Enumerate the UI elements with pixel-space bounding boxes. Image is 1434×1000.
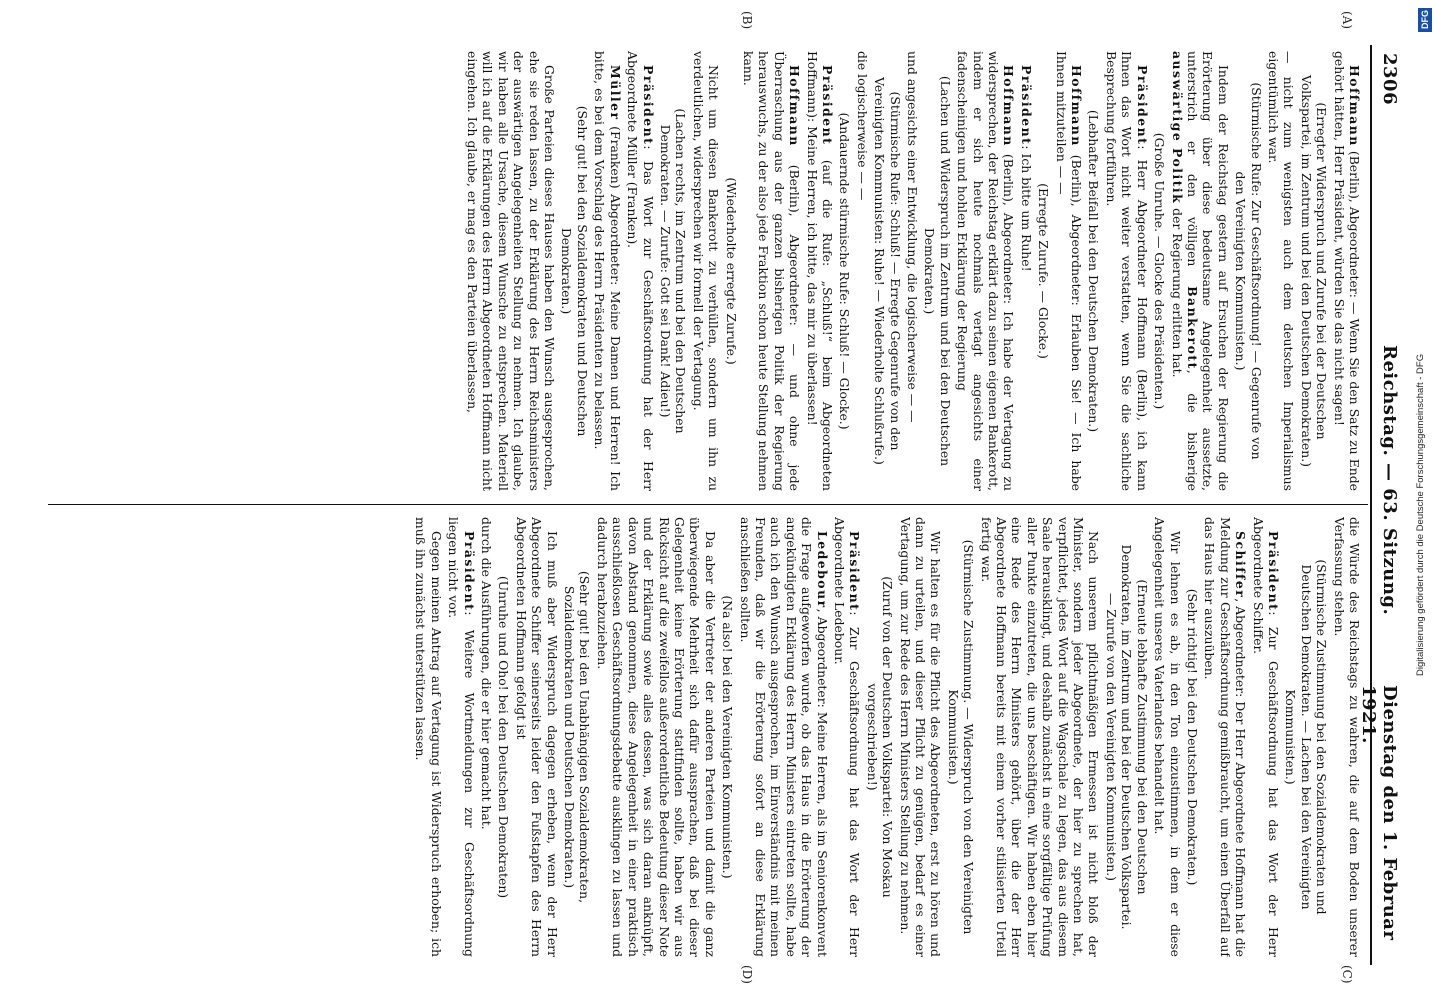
speech-paragraph	[737, 517, 829, 957]
speaker-name: Präsident	[1265, 531, 1281, 612]
speaker-name: Präsident	[1018, 65, 1034, 146]
interjection-text: (Sehr gut! bei den Sozialdemokraten und Deutschen Demokraten.)	[559, 105, 590, 437]
interjection-text: (Zuruf von der Deutschen Volkspartei: Von Moskau vorgeschrieben!)	[864, 576, 896, 898]
margin-mark-d: (D)	[740, 965, 754, 984]
speech-paragraph	[955, 51, 1017, 491]
interjection	[723, 51, 738, 491]
interjection	[1152, 51, 1167, 491]
continuation-paragraph	[1266, 51, 1297, 491]
interjection	[496, 517, 511, 957]
speech-text: : Weitere Wortmeldungen zur Geschäftsordnung liegen nicht vor.	[446, 517, 477, 957]
interjection-text: (Sehr richtig! bei den Deutschen Demokraten.)	[1184, 588, 1200, 886]
interjection-text: (Stürmische Rufe: Schluß! — Erregte Gegenrufe von den Vereinigten Kommunisten: Ruhe! — Wiederholte Schlußrufe.)	[872, 77, 903, 465]
paragraph-text: durch die Ausführungen, die er hier gemacht hat.	[479, 517, 495, 830]
interjection-text: (Wiederholte erregte Zurufe.)	[723, 177, 739, 365]
speaker-name: Schiffer	[1233, 531, 1249, 599]
continuation-paragraph	[854, 51, 869, 491]
speech-text: , Abgeordneter: Meine Herren, als im Seniorenkonvent die Frage aufgeworfen wurde, ob das Haus in die Erörterung der angekündigten Erklärung des Herrn Ministers eintreten sollte, habe auch ich den Wunsch ausgesprochen, im Einverständnis mit meinen Freunden, daß wir die Erörterung sofort an diese Erklärung anschließen sollten.	[737, 517, 830, 957]
interjection-text: (Unruhe und Oho! bei den Deutschen Demokraten)	[496, 575, 512, 899]
interjection-text: (Na also! bei den Vereinigten Kommunisten.)	[720, 595, 736, 879]
continuation-paragraph	[905, 51, 920, 491]
body-paragraph	[513, 517, 559, 957]
paragraph-text: und angesichts einer Entwicklung, die logischerweise — —	[905, 51, 921, 423]
speech-paragraph	[446, 517, 477, 957]
speech-text: (Berlin), Abgeordneter: — und ohne jede Überraschung aus der ganzen bisherigen Politik der Regierung herauswuchs, zu der also jede Fraktion schon heute Stellung nehmen kann.	[740, 51, 803, 491]
interjection-text: (Erneute lebhafte Zustimmung bei den Deutschen Demokraten, im Zentrum und bei der Deutschen Volkspartei. — Zurufe von den Vereinigten Kommunisten.)	[1103, 544, 1150, 930]
interjection	[1233, 51, 1264, 491]
paragraph-text: Gegen meinen Antrag auf Vertagung ist Widerspruch erhoben; ich muß ihn zunächst unterstützen lassen.	[413, 517, 444, 957]
speaker-name: Präsident	[1134, 65, 1150, 146]
speech-paragraph	[1202, 517, 1248, 957]
interjection	[922, 51, 953, 491]
interjection	[1283, 517, 1329, 957]
speech-paragraph	[592, 51, 623, 491]
speech-text: (auf die Rufe: „Schluß!“ beim Abgeordneten Hoffmann): Meine Herren, ich bitte, das mir zu überlassen!	[804, 51, 835, 491]
interjection-text: (Sehr gut! bei den Unabhängigen Sozialdemokraten, Sozialdemokraten und Deutschen Demokraten.)	[562, 570, 593, 904]
paragraph-text: der Regierung erlitten hat.	[1169, 204, 1185, 378]
speech-text: , Abgeordneter: Der Herr Abgeordnete Hoffmann hat die Meldung zur Geschäftsordnung gemißbraucht, um einen Überfall auf das Haus hier auszuüben.	[1202, 517, 1249, 957]
speech-paragraph	[741, 51, 803, 491]
body-paragraph	[413, 517, 444, 957]
header-right-title: Dienstag den 1. Februar 1921.	[1358, 685, 1400, 941]
speech-text: (Franken) Abgeordneter: Meine Damen und Herren! Ich bitte, es bei dem Vorschlag des Herrn Präsidenten zu belassen.	[592, 51, 623, 491]
interjection	[837, 51, 852, 491]
page-number: 2306	[1379, 53, 1400, 106]
margin-mark-c: (C)	[1340, 965, 1354, 984]
emphasis: Bankerott	[1184, 286, 1200, 370]
speaker-name: Müller	[607, 65, 623, 121]
speaker-name: Präsident	[461, 531, 477, 612]
speaker-name: Präsident	[640, 65, 656, 146]
speech-text: : Zur Geschäftsordnung hat das Wort der Herr Abgeordnete Ledebour.	[832, 517, 863, 957]
interjection-text: (Lachen rechts, im Zentrum und bei den Deutschen Demokraten. — Zurufe: Gott sei Dank! Adieu!)	[657, 108, 689, 434]
paragraph-text: — nicht zum wenigsten auch dem deutschen Imperialismus eigentümlich war.	[1265, 51, 1297, 491]
funding-note: Digitalisierung gefördert durch die Deutsche Forschungsgemeinschaft - DFG	[1415, 353, 1426, 676]
interjection-text: (Stürmische Rufe: Zur Geschäftsordnung! — Gegenrufe von den Vereinigten Kommunisten.)	[1233, 82, 1264, 460]
interjection-text: (Stürmische Zustimmung bei den Sozialdemokraten und Deutschen Demokraten. — Lachen bei den Vereinigten Kommunisten.)	[1283, 559, 1330, 915]
newspaper-page	[42, 11, 1402, 984]
paragraph-text: die Würde des Reichstags zu wahren, die auf dem Boden unserer Verfassung stehen.	[1331, 517, 1362, 957]
interjection	[562, 517, 593, 957]
left-column	[52, 51, 1362, 491]
body-paragraph	[465, 51, 557, 491]
interjection	[1036, 51, 1051, 491]
interjection-text: (Lebhafter Beifall bei den Deutschen Demokraten.)	[1086, 109, 1102, 433]
speech-text: : Zur Geschäftsordnung hat das Wort der Herr Abgeordnete Schiffer.	[1250, 517, 1281, 957]
speech-paragraph	[1018, 51, 1033, 491]
speech-paragraph	[832, 517, 863, 957]
speech-text: : Herr Abgeordneter Hoffmann (Berlin), ich kann Ihnen das Wort nicht weiter verstatten, wenn Sie die sachliche Besprechung fortführen.	[1103, 51, 1150, 491]
speech-paragraph	[625, 51, 656, 491]
interjection	[1298, 51, 1329, 491]
interjection-text: (Erregter Widerspruch und Zurufe bei der Deutschen Volkspartei, im Zentrum und bei den Deutschen Demokraten.)	[1298, 75, 1330, 467]
speech-paragraph	[1053, 51, 1084, 491]
speech-text: (Berlin), Abgeordneter: Ich habe der Vertagung zu widersprechen, der Reichstag erklärt dazu seinen eigenen Bankerott, indem er sich heute nochmals vertagt angesichts einer fadenscheinigen und hohlen Erklärung der Regierung	[955, 51, 1017, 491]
interjection-text: (Stürmische Zustimmung. — Widerspruch von den Vereinigten Kommunisten.)	[945, 539, 977, 935]
interjection	[1185, 517, 1200, 957]
speaker-name: Ledebour	[814, 531, 830, 609]
dfg-logo: DFG	[1418, 8, 1432, 32]
margin-mark-a: (A)	[1340, 11, 1354, 30]
header-left-title: Reichstag. — 63. Sitzung.	[1379, 345, 1400, 616]
speech-paragraph	[804, 51, 835, 491]
body-paragraph	[897, 517, 943, 957]
body-paragraph	[978, 517, 1101, 957]
margin-mark-b: (B)	[740, 11, 754, 30]
paragraph-text: Wir halten es für die Pflicht des Abgeordneten, erst zu hören und dann zu urteilen, und dieser Pflicht zu genügen, bedarf es einer Vertagung, um zur Rede des Herrn Ministers Stellung zu nehmen.	[897, 517, 944, 957]
paragraph-text: die logischerweise — —	[854, 51, 870, 201]
emphasis: auswärtige Politik	[1169, 51, 1185, 205]
speaker-name: Hoffmann	[787, 65, 803, 147]
speech-paragraph	[1331, 51, 1362, 491]
paragraph-text: Große Parteien dieses Hauses haben den Wunsch ausgesprochen, ehe sie reden lassen, zu der Erklärung des Herrn Reichsministers der auswärtigen Angelegenheiten Stellung zu nehmen. Ich glaube, wir haben alle Ursache, diesem Wunsche zu entsprechen. Materiell will ich auf die Erklärungen des Herrn Abgeordneten Hoffmann nicht eingehen. Ich glaube, er mag es den Parteien überlassen,	[465, 51, 558, 491]
header-rule	[1370, 45, 1372, 965]
continuation-paragraph	[1331, 517, 1362, 957]
page-header	[1358, 45, 1402, 965]
continuation-paragraph	[479, 517, 494, 957]
interjection	[658, 51, 689, 491]
speech-text: : Ich bitte um Ruhe!	[1018, 145, 1034, 272]
right-column	[52, 517, 1362, 957]
speaker-name: Hoffmann	[1001, 65, 1017, 147]
interjection	[720, 517, 735, 957]
interjection-text: (Andauernde stürmische Rufe: Schluß! — Glocke.)	[837, 112, 853, 430]
paragraph-text: , die bisherige	[1184, 369, 1200, 491]
paragraph-text: Da aber die Vertreter der anderen Parteien und damit die ganz überwiegende Mehrheit sich dafür aussprachen, daß bei dieser Gelegenheit keine Erörterung stattfinden sollte, haben wir aus Rücksicht auf die zweifellos außerordentliche Bedeutung dieser Note und der Erklärung sowie alles dessen, was sich daran anknüpft, davon Abstand genommen, diese Angelegenheit in einer praktisch ausschließlosen Geschäftsordnungsdebatte ausklingen zu lassen und dadurch herabzuziehen.	[594, 517, 718, 957]
interjection	[1086, 51, 1101, 491]
paragraph-text: Wir lehnen es ab, in den Ton einzustimmen, in dem er diese Angelegenheit unseres Vaterlandes behandelt hat.	[1152, 517, 1183, 957]
column-rule	[48, 504, 1368, 505]
interjection-text: (Erregte Zurufe. — Glocke.)	[1036, 183, 1052, 359]
speech-text: (Berlin), Abgeordneter: — Wenn Sie den Satz zu Ende gehört hätten, Herr Präsident, würden Sie das nicht sagen!	[1331, 51, 1362, 491]
paragraph-text: Nach unserem pflichtmäßigen Ermessen ist nicht bloß der Minister, sondern jeder Abgeordnete, der hier zu sprechen hat, verpflichtet, jedes Wort auf die Wagschale zu legen, das aus diesem Saale herausklingt, und deshalb zunächst in eine sorgfältige Prüfung aller Punkte einzutreten, die uns beschäftigen. Wir haben eben hier eine Rede des Herrn Ministers gehört, über die der Herr Abgeordnete Hoffmann bereits mit einem vorher stilisierten Urteil fertig war.	[978, 517, 1102, 957]
body-paragraph	[690, 51, 721, 491]
interjection	[559, 51, 590, 491]
interjection	[1104, 517, 1150, 957]
speech-text: : Das Wort zur Geschäftsordnung hat der Herr Abgeordnete Müller (Franken).	[625, 51, 656, 491]
body-paragraph	[1169, 51, 1231, 491]
body-paragraph	[1152, 517, 1183, 957]
speech-paragraph	[1104, 51, 1150, 491]
paragraph-text: Nicht um diesen Bankerott zu verhüllen, sondern um ihn zu verdeutlichen, widersprechen wir formell der Vertagung.	[690, 51, 722, 491]
interjection	[872, 51, 903, 491]
interjection-text: (Lachen und Widerspruch im Zentrum und bei den Deutschen Demokraten.)	[922, 75, 953, 467]
paragraph-text: Indem der Reichstag gestern auf Ersuchen der Regierung die Erörterung über diese bedeutsame Angelegenheit aussetzte, unterstrich er den völligen	[1184, 51, 1231, 491]
paragraph-text: Ich muß aber Widerspruch dagegen erheben, wenn der Herr Abgeordnete Schiffer seinerseits leider den Fußstapfen des Herrn Abgeordneten Hoffmann gefolgt ist	[513, 517, 560, 957]
speaker-name: Hoffmann	[1347, 65, 1362, 147]
interjection	[945, 517, 976, 957]
speaker-name: Hoffmann	[1069, 65, 1085, 147]
body-paragraph	[595, 517, 718, 957]
interjection	[864, 517, 895, 957]
interjection-text: (Große Unruhe. — Glocke des Präsidenten.)	[1152, 132, 1168, 410]
speaker-name: Präsident	[847, 531, 863, 612]
speech-text: (Berlin), Abgeordneter: Erlauben Sie! — Ich habe Ihnen mitzuteilen — —	[1053, 51, 1085, 491]
speaker-name: Präsident	[820, 65, 835, 146]
speech-paragraph	[1250, 517, 1281, 957]
